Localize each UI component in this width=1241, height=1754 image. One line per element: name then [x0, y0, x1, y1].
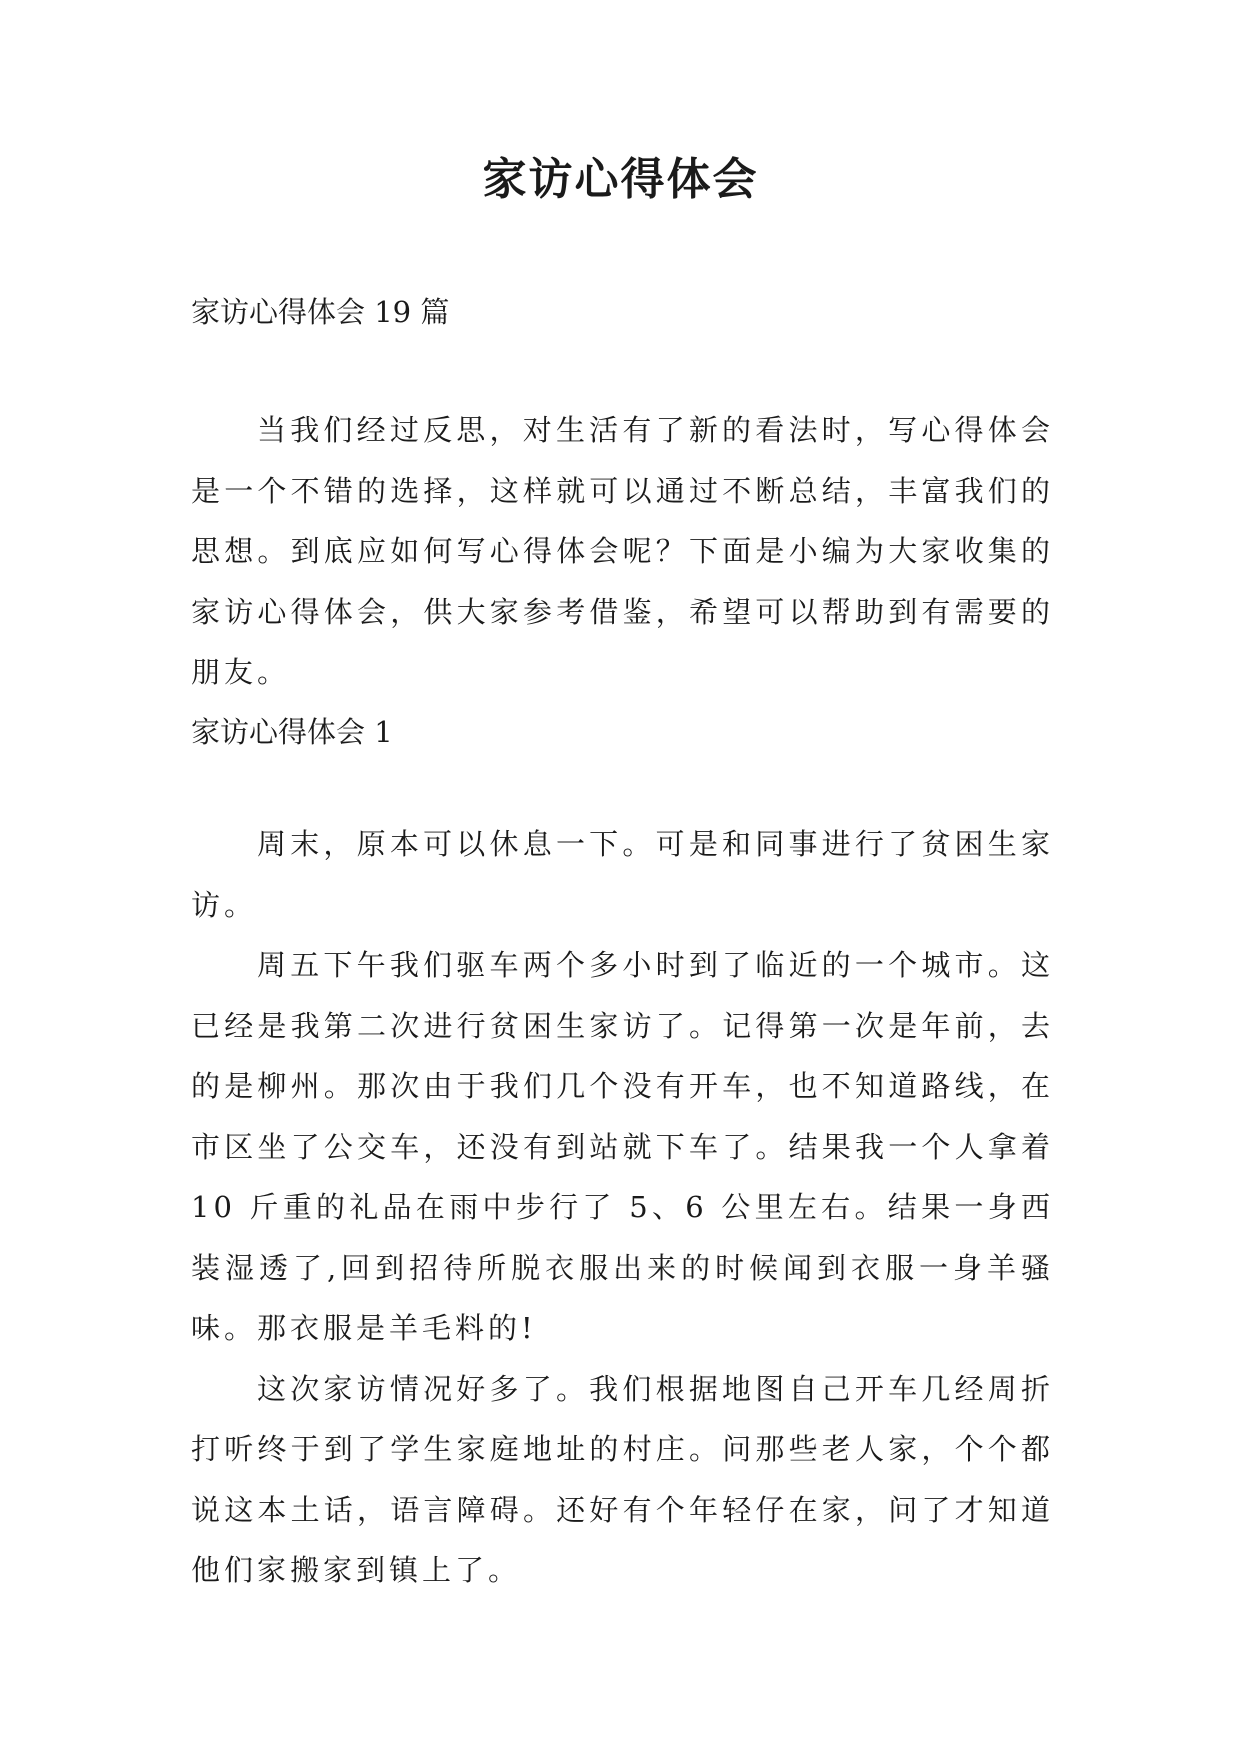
intro-block	[191, 400, 1054, 703]
document-subtitle: 家访心得体会 19 篇	[191, 295, 450, 329]
document-title: 家访心得体会	[482, 154, 759, 205]
body-paragraph: 这次家访情况好多了。我们根据地图自己开车几经周折打听终于到了学生家庭地址的村庄。问那些老人家，个个都说这本土话，语言障碍。还好有个年轻仔在家，问了才知道他们家搬家到镇上了。	[191, 1371, 1054, 1587]
intro-paragraph: 当我们经过反思，对生活有了新的看法时，写心得体会是一个不错的选择，这样就可以通过不断总结，丰富我们的思想。到底应如何写心得体会呢？下面是小编为大家收集的家访心得体会，供大家参考借鉴，希望可以帮助到有需要的朋友。	[191, 413, 1054, 689]
body-paragraph: 周五下午我们驱车两个多小时到了临近的一个城市。这已经是我第二次进行贫困生家访了。记得第一次是年前，去的是柳州。那次由于我们几个没有开车，也不知道路线，在市区坐了公交车，还没有到站就下车了。结果我一个人拿着 10 斤重的礼品在雨中步行了 5、6 公里左右。结果一身西装湿透了,回到招待所脱衣服出来的时候闻到衣服一身羊骚味。那衣服是羊毛料的!	[191, 948, 1054, 1345]
section-body	[191, 814, 1054, 1601]
body-paragraph: 周末，原本可以休息一下。可是和同事进行了贫困生家访。	[191, 827, 1054, 922]
section-heading: 家访心得体会 1	[191, 715, 393, 749]
